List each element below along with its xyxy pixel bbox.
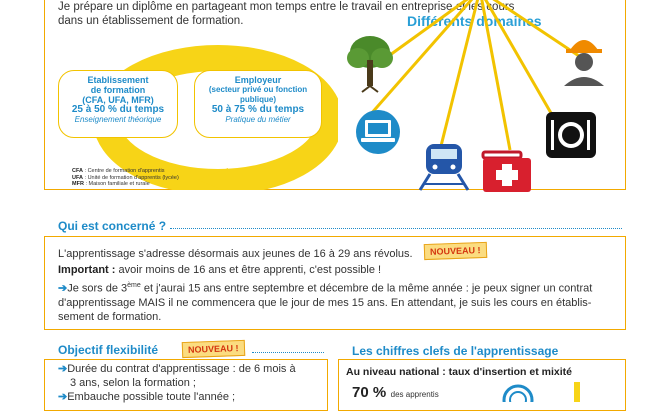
section-title-flexibilite: Objectif flexibilité (58, 343, 159, 357)
intro-line-1: Je prépare un diplôme en partageant mon temps entre le travail en entreprise et les cours (58, 1, 515, 13)
section-rule-flexibilite (252, 352, 324, 353)
legend-item-mfr (72, 181, 179, 188)
arrow-bullet-icon: ➔ (58, 391, 68, 403)
intro-line-2: dans un établissement de formation. (58, 15, 244, 27)
cycle-right-title-1: Employeur (234, 75, 282, 85)
flexibilite-item-2 (58, 390, 320, 404)
section-rule-concerne (170, 228, 622, 229)
domains-title: Différents domaines (407, 13, 542, 29)
chiffres-pct: 70 % (352, 384, 387, 401)
legend-abbr: CFA (72, 168, 83, 174)
flexibilite-item-1-b: 3 ans, selon la formation ; (70, 377, 196, 389)
chiffres-chart-icon (500, 380, 610, 402)
first-aid-kit-icon (483, 152, 531, 192)
concerne-p3-line2: d'apprentissage MAIS il ne commencera que le jour de mes 15 ans. En attendant, je suis les cours en établis- (58, 296, 592, 309)
cycle-right-title-3: publique) (240, 95, 276, 104)
plate-cutlery-icon (546, 112, 596, 158)
flexibilite-item-1 (58, 362, 320, 376)
cycle-right-title-2: (secteur privé ou fonction (208, 85, 308, 94)
legend (72, 168, 179, 188)
concerne-p3-b: et j'aurai 15 ans entre septembre et décembre de la même année : je peux signer un contrat (140, 282, 593, 295)
concerne-p1-text: L'apprentissage s'adresse désormais aux jeunes de 16 à 29 ans révolus. (58, 248, 413, 260)
section-title-chiffres: Les chiffres clefs de l'apprentissage (352, 344, 559, 358)
cycle-right-box (194, 70, 322, 138)
ray (480, 0, 510, 150)
legend-text: : Centre de formation d'apprentis (83, 168, 165, 174)
cycle-left-title-1: Etablissement (87, 75, 149, 85)
concerne-p1 (58, 247, 413, 261)
laptop-icon (356, 110, 400, 154)
legend-abbr: UFA (72, 174, 83, 181)
cycle-left-sub: Enseignement théorique (74, 115, 162, 124)
flexibilite-item-2-text: Embauche possible toute l'année ; (67, 391, 236, 403)
flexibilite-item-1-a: Durée du contrat d'apprentissage : de 6 mois à (67, 363, 296, 375)
ray (480, 0, 555, 120)
concerne-p3 (58, 279, 618, 324)
legend-abbr: MFR (72, 181, 84, 187)
legend-text: : Maison familiale et rurale (83, 181, 150, 187)
arrow-bullet-icon: ➔ (58, 363, 68, 375)
domains-illustration (340, 0, 630, 195)
cycle-left-title-3: (CFA, UFA, MFR) (82, 95, 154, 105)
concerne-p3-sup: ème (127, 282, 141, 289)
cycle-left-title-2: de formation (90, 85, 146, 95)
important-label: Important : (58, 264, 116, 276)
tree-icon (347, 36, 393, 92)
legend-text: : Unité de formation d'apprentis (lycée) (83, 174, 179, 181)
flexibilite-list (58, 362, 320, 404)
cycle-right-sub: Pratique du métier (225, 115, 291, 124)
section-title-concerne: Qui est concerné ? (58, 219, 167, 233)
concerne-p3-a: Je sors de 3 (67, 282, 128, 295)
cycle-left-pct: 25 à 50 % du temps (71, 104, 165, 115)
chiffres-pct-text: des apprentis (390, 390, 439, 399)
concerne-p2 (58, 263, 381, 277)
cycle-left-box (58, 70, 178, 138)
nouveau-badge-concerne: NOUVEAU ! (424, 242, 487, 260)
cycle-right-pct: 50 à 75 % du temps (211, 104, 305, 115)
concerne-p3-line3: sement de formation. (58, 310, 162, 323)
chiffres-subtitle: Au niveau national : taux d'insertion et mixité (346, 366, 572, 378)
train-icon (420, 144, 468, 190)
nouveau-badge-flexibilite: NOUVEAU ! (182, 340, 245, 358)
arrow-bullet-icon: ➔ (58, 282, 68, 295)
chiffres-stat (352, 384, 439, 402)
ray (440, 0, 480, 150)
concerne-p2-text: avoir moins de 16 ans et être apprenti, c'est possible ! (115, 264, 382, 276)
worker-helmet-icon (564, 40, 604, 86)
